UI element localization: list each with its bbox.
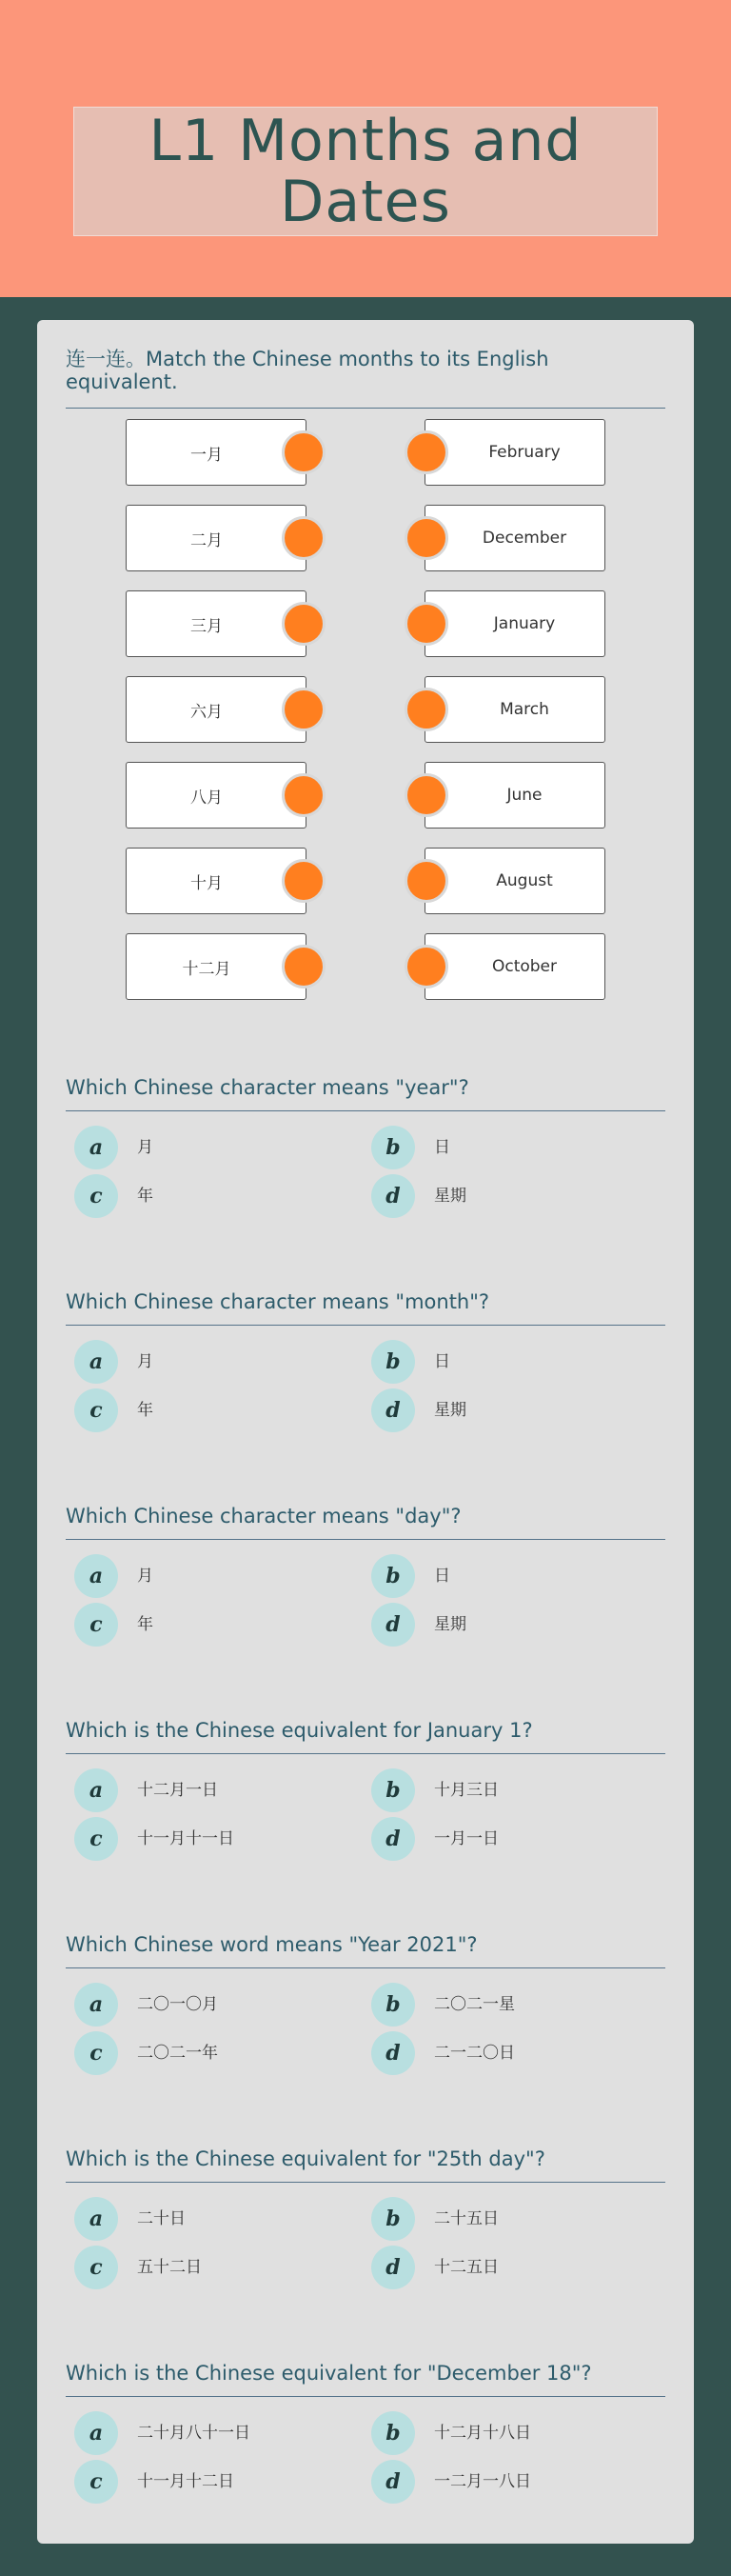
option-d-marker[interactable]: d <box>371 2460 415 2504</box>
option-a-text[interactable]: 二十日 <box>137 2209 186 2228</box>
match-right-item[interactable] <box>425 762 605 829</box>
match-right-connector[interactable] <box>405 945 448 988</box>
match-right-connector[interactable] <box>405 688 448 731</box>
option-d-text[interactable]: 一二月一八日 <box>434 2472 531 2491</box>
option-d-text[interactable]: 星期 <box>434 1187 466 1206</box>
option-b-text[interactable]: 日 <box>434 1352 450 1371</box>
match-right-item[interactable] <box>425 848 605 914</box>
option-b-text[interactable]: 十月三日 <box>434 1781 499 1800</box>
option-d-marker[interactable]: d <box>371 1388 415 1432</box>
match-left-item[interactable] <box>126 419 306 486</box>
option-b-text[interactable]: 日 <box>434 1138 450 1157</box>
option-a-text[interactable]: 十二月一日 <box>137 1781 218 1800</box>
match-left-connector[interactable] <box>282 430 326 474</box>
option-d-marker[interactable]: d <box>371 2031 415 2075</box>
match-right-connector[interactable] <box>405 859 448 903</box>
option-a-marker[interactable]: a <box>74 1126 118 1169</box>
option-b-marker[interactable]: b <box>371 1983 415 2027</box>
option-b-marker[interactable]: b <box>371 1554 415 1598</box>
option-c-marker[interactable]: c <box>74 2460 118 2504</box>
question-divider <box>66 1325 665 1326</box>
option-b-text[interactable]: 日 <box>434 1567 450 1586</box>
match-left-label: 十二月 <box>182 959 231 979</box>
match-right-item[interactable] <box>425 419 605 486</box>
option-c-text[interactable]: 年 <box>137 1401 153 1420</box>
section-divider <box>66 408 665 409</box>
option-c-marker[interactable]: c <box>74 2246 118 2289</box>
option-a-text[interactable]: 月 <box>137 1352 153 1371</box>
question-title: Which is the Chinese equivalent for January 1? <box>66 1719 533 1742</box>
option-d-marker[interactable]: d <box>371 1174 415 1218</box>
option-b-marker[interactable]: b <box>371 1340 415 1384</box>
option-c-text[interactable]: 十一月十二日 <box>137 2472 234 2491</box>
match-left-label: 八月 <box>190 788 223 808</box>
match-left-label: 十月 <box>190 873 223 893</box>
option-b-text[interactable]: 二十五日 <box>434 2209 499 2228</box>
matching-instruction: 连一连。Match the Chinese months to its English equivalent. <box>66 348 549 393</box>
option-d-text[interactable]: 一月一日 <box>434 1829 499 1848</box>
match-left-connector[interactable] <box>282 859 326 903</box>
title-box <box>73 107 658 236</box>
question-title: Which is the Chinese equivalent for "December 18"? <box>66 2362 592 2385</box>
match-left-connector[interactable] <box>282 602 326 646</box>
option-a-marker[interactable]: a <box>74 1340 118 1384</box>
match-left-label: 二月 <box>190 530 223 550</box>
option-d-text[interactable]: 二一二〇日 <box>434 2044 515 2063</box>
option-a-text[interactable]: 月 <box>137 1567 153 1586</box>
option-c-text[interactable]: 年 <box>137 1615 153 1634</box>
match-right-label: March <box>500 700 549 719</box>
match-left-connector[interactable] <box>282 688 326 731</box>
option-c-marker[interactable]: c <box>74 1174 118 1218</box>
option-c-marker[interactable]: c <box>74 1603 118 1647</box>
match-left-connector[interactable] <box>282 945 326 988</box>
match-right-label: October <box>491 957 558 976</box>
match-left-item[interactable] <box>126 762 306 829</box>
question-divider <box>66 1539 665 1540</box>
match-left-item[interactable] <box>126 676 306 743</box>
match-right-connector[interactable] <box>405 773 448 817</box>
option-a-text[interactable]: 二十月八十一日 <box>137 2424 250 2443</box>
question-title: Which Chinese character means "day"? <box>66 1505 462 1528</box>
match-right-item[interactable] <box>425 676 605 743</box>
question-title: Which is the Chinese equivalent for "25th day"? <box>66 2147 545 2170</box>
question-divider <box>66 1753 665 1754</box>
option-b-text[interactable]: 十二月十八日 <box>434 2424 531 2443</box>
option-c-marker[interactable]: c <box>74 1817 118 1861</box>
option-b-marker[interactable]: b <box>371 1126 415 1169</box>
option-a-text[interactable]: 月 <box>137 1138 153 1157</box>
option-d-text[interactable]: 十二五日 <box>434 2258 499 2277</box>
page-title: L1 Months and Dates <box>148 108 583 235</box>
match-left-label: 三月 <box>190 616 223 636</box>
option-b-marker[interactable]: b <box>371 2411 415 2455</box>
question-divider <box>66 2396 665 2397</box>
match-left-item[interactable] <box>126 933 306 1000</box>
option-b-marker[interactable]: b <box>371 2197 415 2241</box>
match-left-connector[interactable] <box>282 516 326 560</box>
question-title: Which Chinese character means "year"? <box>66 1076 469 1099</box>
match-right-connector[interactable] <box>405 602 448 646</box>
option-d-marker[interactable]: d <box>371 1603 415 1647</box>
question-title: Which Chinese character means "month"? <box>66 1290 490 1313</box>
match-right-connector[interactable] <box>405 430 448 474</box>
option-c-text[interactable]: 年 <box>137 1187 153 1206</box>
option-c-marker[interactable]: c <box>74 1388 118 1432</box>
option-b-text[interactable]: 二〇二一星 <box>434 1995 515 2014</box>
option-a-marker[interactable]: a <box>74 1768 118 1812</box>
match-left-label: 六月 <box>190 702 223 722</box>
match-left-connector[interactable] <box>282 773 326 817</box>
match-right-label: January <box>493 614 556 633</box>
match-right-item[interactable] <box>425 505 605 571</box>
option-c-text[interactable]: 十一月十一日 <box>137 1829 234 1848</box>
match-right-label: August <box>496 871 553 890</box>
option-c-marker[interactable]: c <box>74 2031 118 2075</box>
option-b-marker[interactable]: b <box>371 1768 415 1812</box>
option-d-text[interactable]: 星期 <box>434 1615 466 1634</box>
match-right-item[interactable] <box>425 933 605 1000</box>
option-d-text[interactable]: 星期 <box>434 1401 466 1420</box>
match-right-label: June <box>506 786 543 805</box>
option-a-marker[interactable]: a <box>74 2197 118 2241</box>
option-d-marker[interactable]: d <box>371 1817 415 1861</box>
match-right-label: February <box>488 443 561 462</box>
option-a-marker[interactable]: a <box>74 1983 118 2027</box>
match-left-item[interactable] <box>126 505 306 571</box>
question-title: Which Chinese word means "Year 2021"? <box>66 1933 478 1956</box>
option-a-marker[interactable]: a <box>74 2411 118 2455</box>
option-c-text[interactable]: 五十二日 <box>137 2258 202 2277</box>
match-right-label: December <box>482 529 567 548</box>
match-right-connector[interactable] <box>405 516 448 560</box>
question-divider <box>66 1110 665 1111</box>
header-banner <box>0 0 731 297</box>
option-a-marker[interactable]: a <box>74 1554 118 1598</box>
option-c-text[interactable]: 二〇二一年 <box>137 2044 218 2063</box>
match-left-item[interactable] <box>126 848 306 914</box>
option-a-text[interactable]: 二〇一〇月 <box>137 1995 218 2014</box>
question-divider <box>66 1967 665 1968</box>
question-divider <box>66 2182 665 2183</box>
match-right-item[interactable] <box>425 590 605 657</box>
option-d-marker[interactable]: d <box>371 2246 415 2289</box>
match-left-label: 一月 <box>190 445 223 465</box>
match-left-item[interactable] <box>126 590 306 657</box>
